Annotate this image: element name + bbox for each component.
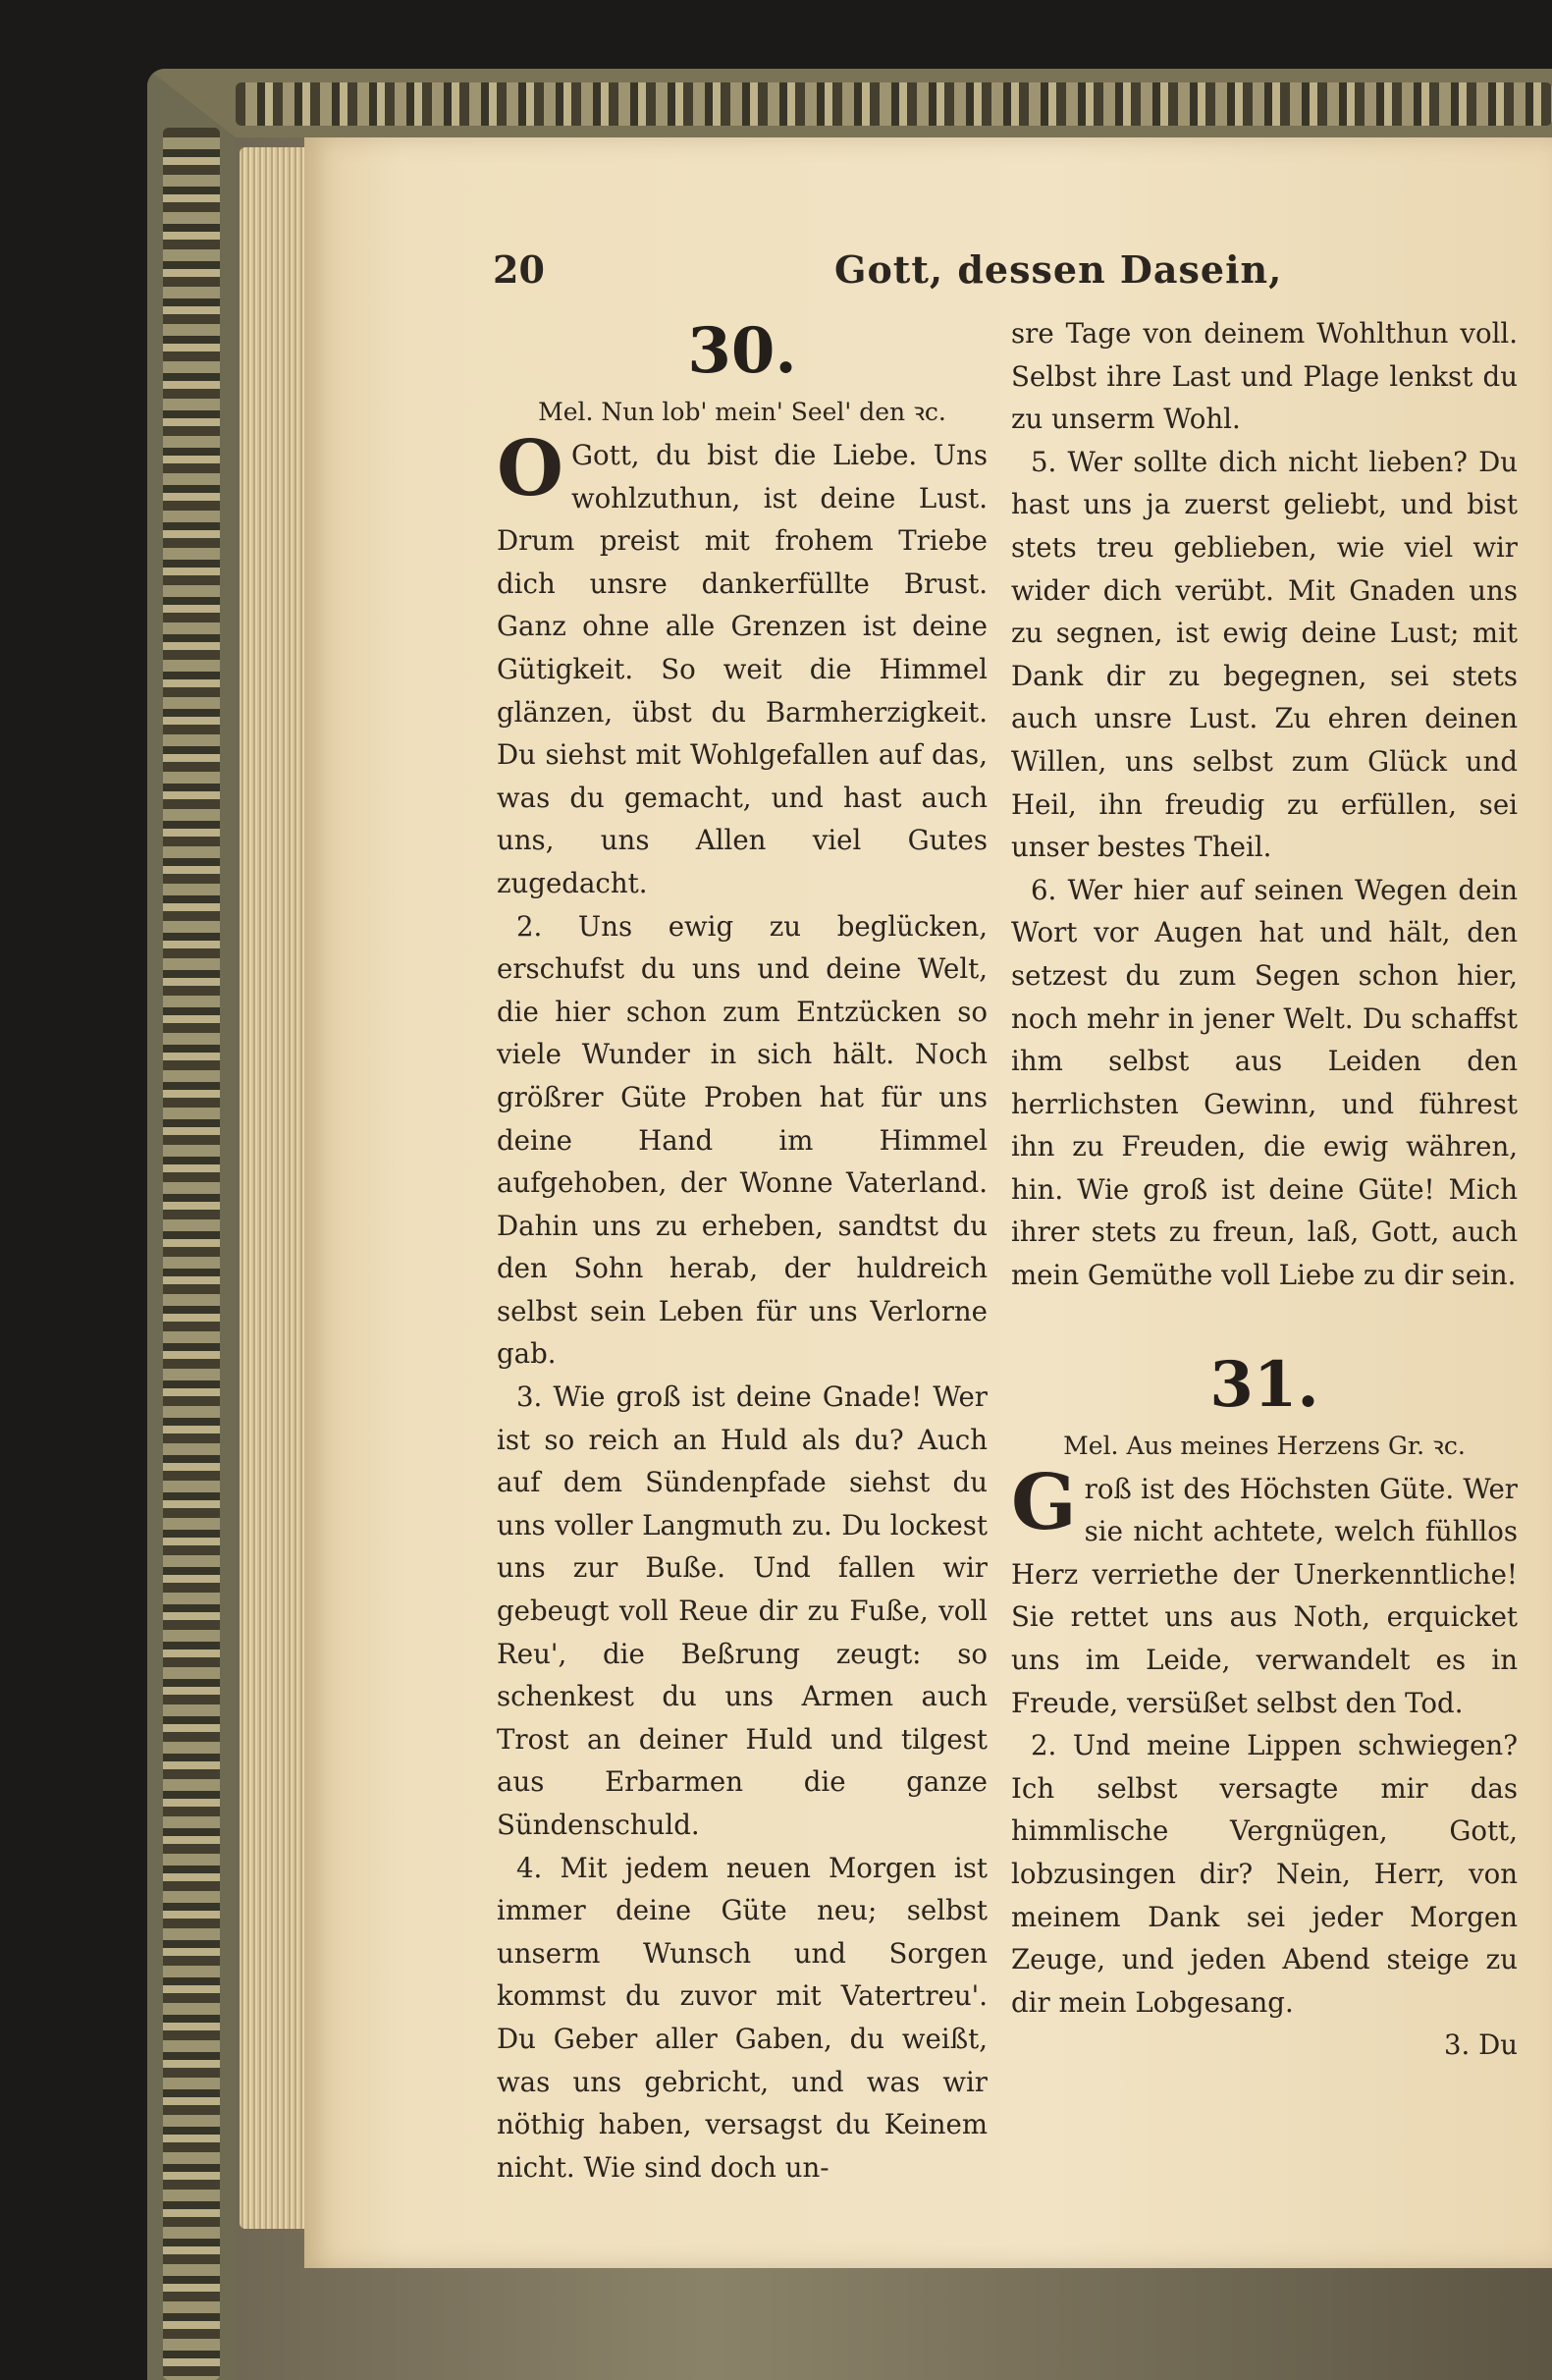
left-column	[497, 312, 988, 2189]
stanza-text: roß ist des Höchsten Güte. Wer sie nicht achtete, welch fühllos Herz verriethe der Unerkenntliche! Sie rettet uns aus Noth, erquicket uns im Leide, verwandelt es in Freude, versüßet selbst den Tod.	[1011, 1472, 1518, 1719]
stanza	[497, 424, 988, 905]
page-number: 20	[493, 247, 545, 292]
catchword: 3. Du	[1444, 2028, 1518, 2062]
running-head: Gott, dessen Dasein,	[834, 247, 1283, 292]
stanza	[1011, 1457, 1518, 1725]
right-column	[1011, 312, 1518, 2067]
melody-line: Mel. Aus meines Herzens Gr. ꝛc.	[1063, 1431, 1466, 1460]
spacer	[1011, 1297, 1518, 1346]
left-ornament-border	[163, 128, 220, 2380]
hymn-number: 31.	[1209, 1347, 1319, 1422]
melody-line: Mel. Nun lob' mein' Seel' den ꝛc.	[538, 398, 946, 426]
stanza: 2. Und meine Lippen schwiegen? Ich selbst versagte mir das himmlische Vergnügen, Gott, lobzusingen dir? Nein, Herr, von meinem Dank sei jeder Morgen Zeuge, und jeden Abend steige zu dir mein Lobgesang.	[1011, 1729, 1518, 2019]
stanza-continuation: sre Tage von deinem Wohlthun voll. Selbst ihre Last und Plage lenkst du zu unserm Wohl.	[1011, 317, 1518, 436]
hymn-number: 30.	[687, 314, 797, 388]
dropcap: O	[497, 424, 563, 514]
book-page	[304, 137, 1552, 2268]
page-edges	[240, 147, 306, 2229]
stanza: 6. Wer hier auf seinen Wegen dein Wort vor Augen hat und hält, den setzest du zum Segen schon hier, noch mehr in jener Welt. Du schaffst ihm selbst aus Leiden den herrlichsten Gewinn, und führest ihn zu Freuden, die ewig währen, hin. Wie groß ist deine Güte! Mich ihrer stets zu freun, laß, Gott, auch mein Gemüthe voll Liebe zu dir sein.	[1011, 873, 1518, 1292]
stanza: 5. Wer sollte dich nicht lieben? Du hast uns ja zuerst geliebt, und bist stets treu geblieben, wie viel wir wider dich verübt. Mit Gnaden uns zu segnen, ist ewig deine Lust; mit Dank dir zu begegnen, sei stets auch unsre Lust. Zu ehren deinen Willen, uns selbst zum Glück und Heil, ihn freudig zu erfüllen, sei unser bestes Theil.	[1011, 445, 1518, 864]
page-header	[304, 247, 1552, 306]
stanza: 4. Mit jedem neuen Morgen ist immer deine Güte neu; selbst unserm Wunsch und Sorgen kommst du zuvor mit Vatertreu'. Du Geber aller Gaben, du weißt, was uns gebricht, und was wir nöthig haben, versagst du Keinem nicht. Wie sind doch un-	[497, 1851, 988, 2184]
stanza-text: Gott, du bist die Liebe. Uns wohlzuthun, ist deine Lust. Drum preist mit frohem Triebe dich unsre dankerfüllte Brust. Ganz ohne alle Grenzen ist deine Gütigkeit. So weit die Himmel glänzen, übst du Barmherzigkeit. Du siehst mit Wohlgefallen auf das, was du gemacht, und hast auch uns, uns Allen viel Gutes zugedacht.	[497, 439, 988, 899]
dropcap: G	[1011, 1457, 1077, 1547]
stanza: 3. Wie groß ist deine Gnade! Wer ist so reich an Huld als du? Auch auf dem Sündenpfade siehst du uns voller Langmuth zu. Du lockest uns zur Buße. Und fallen wir gebeugt voll Reue dir zu Fuße, voll Reu', die Beßrung zeugt: so schenkest du uns Armen auch Trost an deiner Huld und tilgest aus Erbarmen die ganze Sündenschuld.	[497, 1380, 988, 1841]
top-ornament-border	[236, 82, 1552, 126]
stanza: 2. Uns ewig zu beglücken, erschufst du uns und deine Welt, die hier schon zum Entzücken so viele Wunder in sich hält. Noch größrer Güte Proben hat für uns deine Hand im Himmel aufgehoben, der Wonne Vaterland. Dahin uns zu erheben, sandtst du den Sohn herab, der huldreich selbst sein Leben für uns Verlorne gab.	[497, 909, 988, 1371]
